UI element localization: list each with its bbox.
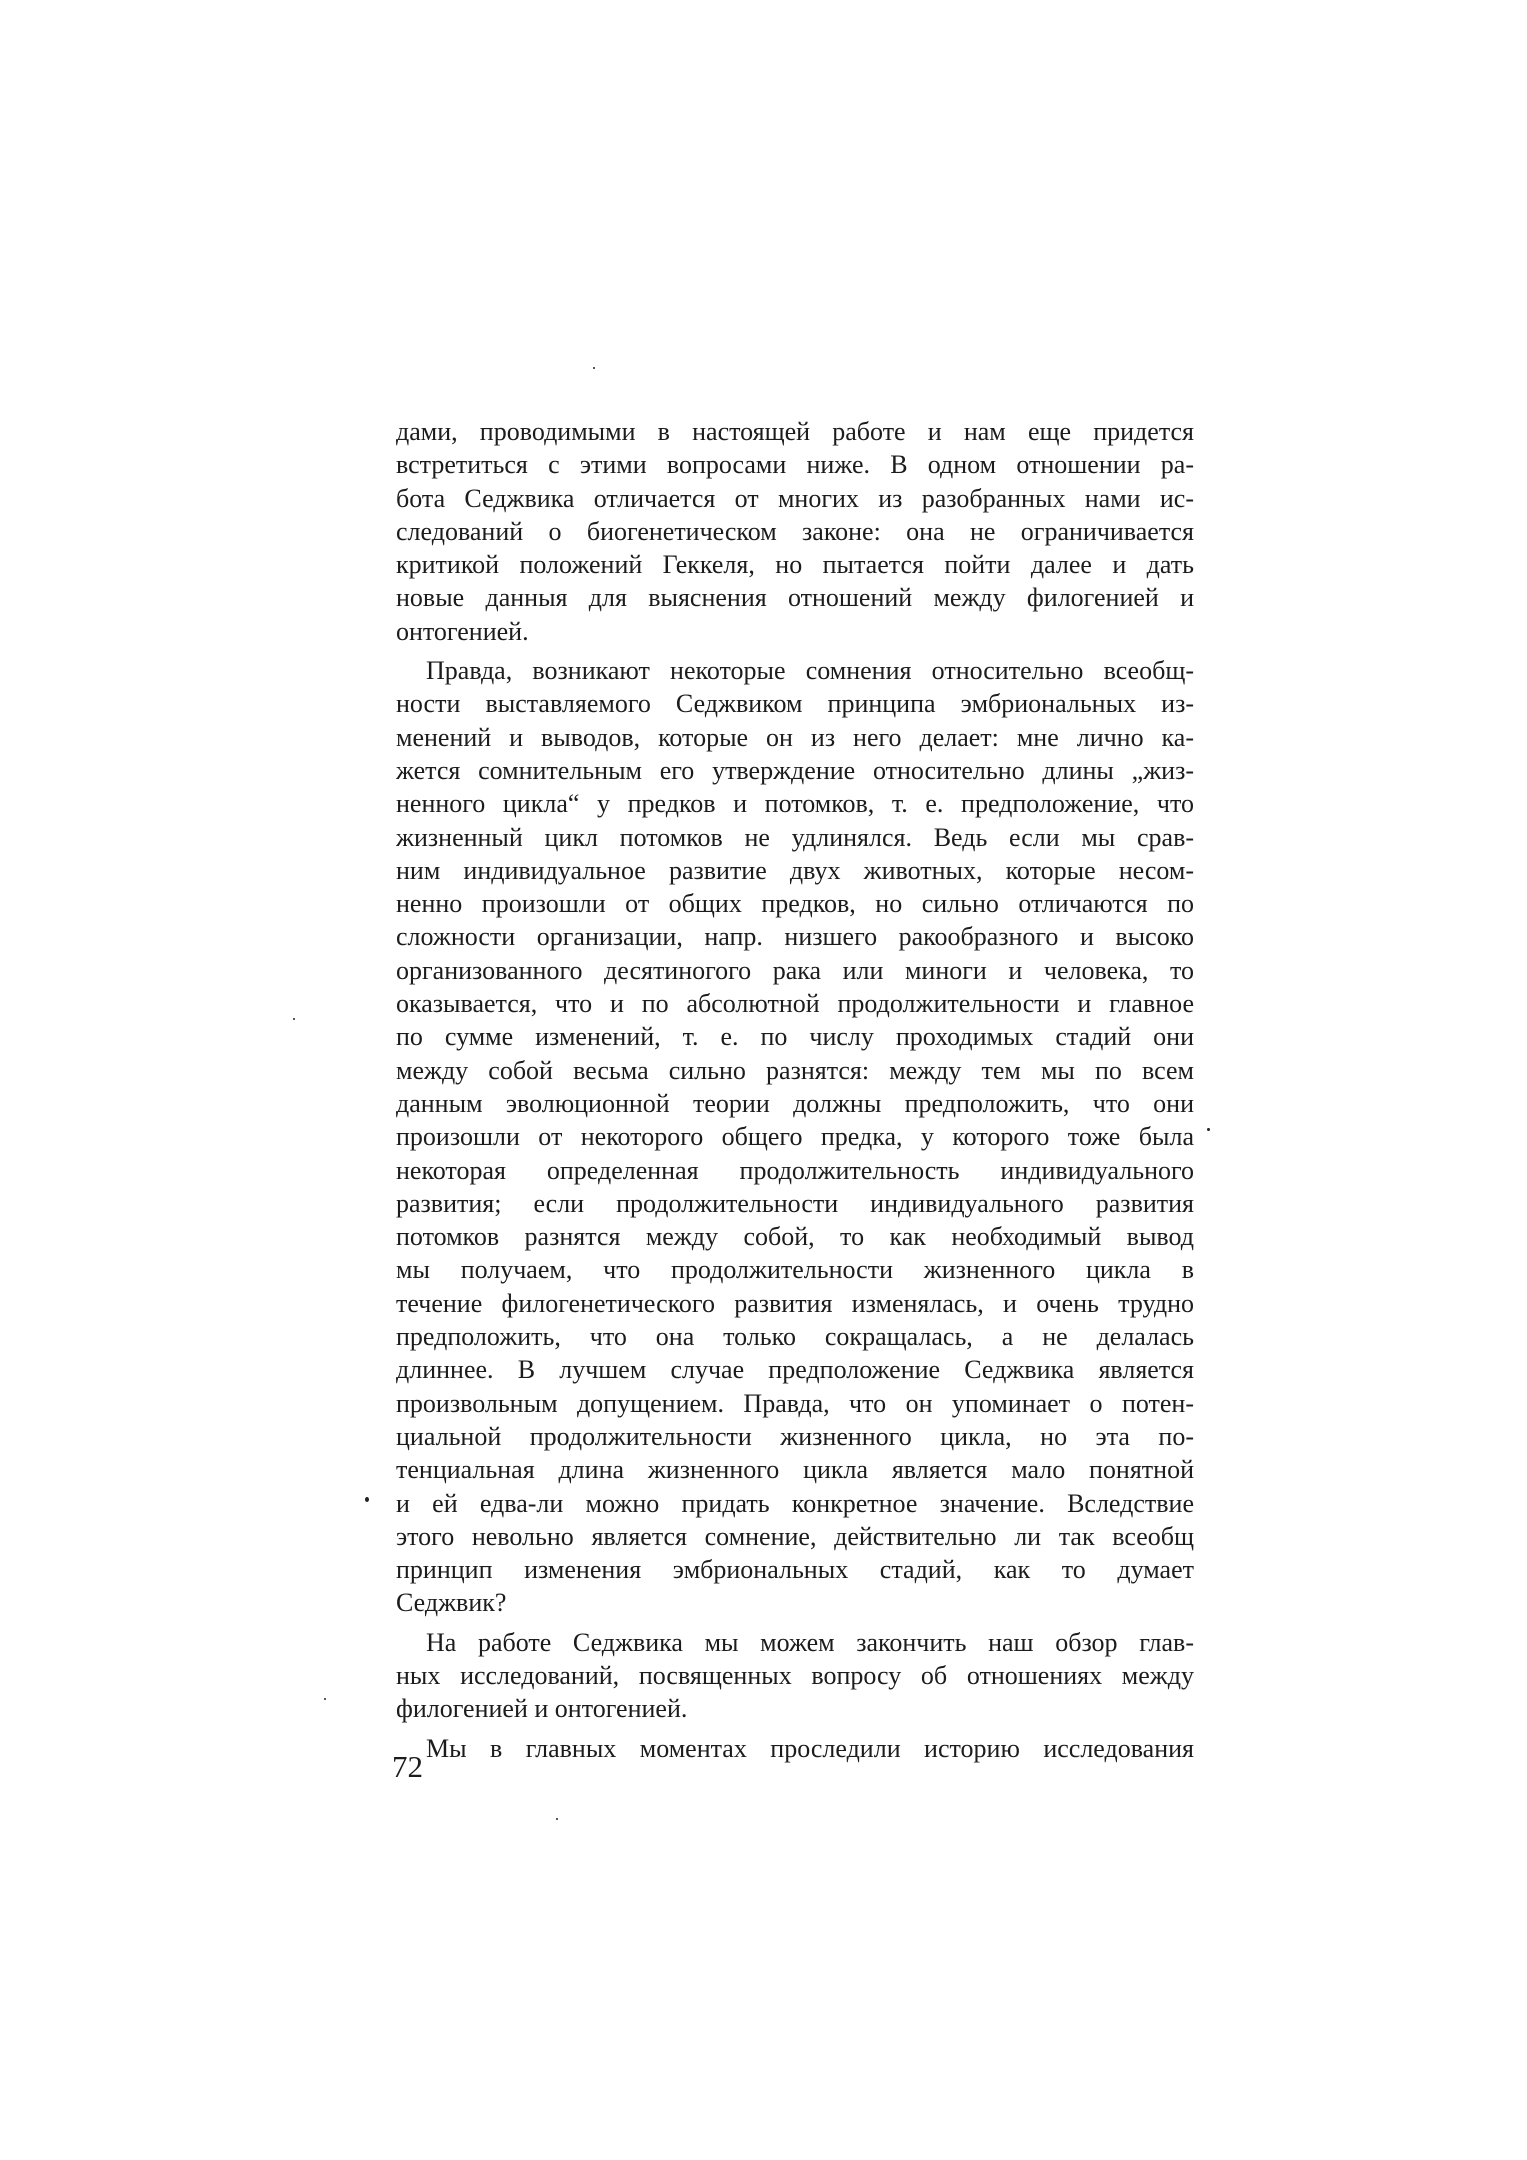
text-line: течение филогенетического развития изменялась, и очень трудно — [396, 1288, 1194, 1318]
text-line: Правда, возникают некоторые сомнения относительно всеобщ- — [426, 656, 1194, 686]
text-line: жется сомнительным его утверждение относительно длины „жиз- — [396, 755, 1194, 785]
text-line: филогенией и онтогенией. — [396, 1694, 688, 1724]
text-line: Седжвик? — [396, 1588, 507, 1618]
scan-speck — [556, 1818, 558, 1820]
text-line: ненно произошли от общих предков, но сильно отличаются по — [396, 889, 1194, 919]
text-line: дами, проводимыми в настоящей работе и нам еще придется — [396, 417, 1194, 446]
text-line: Мы в главных моментах проследили историю исследования — [426, 1733, 1194, 1763]
text-line: принцип изменения эмбриональных стадий, как то думает — [396, 1555, 1194, 1585]
text-line: некоторая определенная продолжительность индивидуального — [396, 1155, 1194, 1185]
paragraph-1 — [396, 415, 1194, 648]
paragraph-2 — [396, 654, 1194, 1620]
page-body-text — [396, 415, 1194, 1765]
text-line: жизненный цикл потомков не удлинялся. Ведь если мы срав- — [396, 822, 1194, 852]
scan-speck — [324, 1698, 326, 1700]
text-line: новые данныя для выяснения отношений между филогенией и — [396, 583, 1194, 613]
text-line: и ей едва-ли можно придать конкретное значение. Вследствие — [396, 1488, 1194, 1518]
page-number: 72 — [392, 1749, 423, 1784]
text-line: развития; если продолжительности индивидуального развития — [396, 1188, 1194, 1218]
text-line: На работе Седжвика мы можем закончить наш обзор глав- — [426, 1627, 1194, 1657]
text-line: мы получаем, что продолжительности жизненного цикла в — [396, 1255, 1194, 1285]
scan-speck — [593, 367, 595, 369]
text-line: данным эволюционной теории должны предположить, что они — [396, 1088, 1194, 1118]
scan-speck — [1207, 1128, 1210, 1131]
text-line: ных исследований, посвященных вопросу об отношениях между — [396, 1660, 1194, 1690]
text-line: предположить, что она только сокращалась, а не делалась — [396, 1322, 1194, 1352]
text-line: этого невольно является сомнение, действительно ли так всеобщ — [396, 1521, 1194, 1551]
text-line: ности выставляемого Седжвиком принципа эмбриональных из- — [396, 689, 1194, 719]
text-line: следований о биогенетическом законе: она не ограничивается — [396, 516, 1194, 546]
text-line: критикой положений Геккеля, но пытается пойти далее и дать — [396, 550, 1194, 580]
text-line: оказывается, что и по абсолютной продолжительности и главное — [396, 989, 1194, 1019]
text-line: менений и выводов, которые он из него делает: мне лично ка- — [396, 722, 1194, 752]
text-line: между собой весьма сильно разнятся: между тем мы по всем — [396, 1055, 1194, 1085]
text-line: онтогенией. — [396, 616, 529, 646]
text-line: сложности организации, напр. низшего ракообразного и высоко — [396, 922, 1194, 952]
text-line: произвольным допущением. Правда, что он упоминает о потен- — [396, 1388, 1194, 1418]
text-line: ним индивидуальное развитие двух животных, которые несом- — [396, 855, 1194, 885]
text-line: встретиться с этими вопросами ниже. В одном отношении ра- — [396, 450, 1194, 480]
text-line: ненного цикла“ у предков и потомков, т. е. предположение, что — [396, 789, 1194, 819]
paragraph-3 — [396, 1626, 1194, 1726]
text-line: тенциальная длина жизненного цикла является мало понятной — [396, 1455, 1194, 1485]
text-line: по сумме изменений, т. е. по числу проходимых стадий они — [396, 1022, 1194, 1052]
scan-speck — [365, 1497, 369, 1502]
text-line: потомков разнятся между собой, то как необходимый вывод — [396, 1222, 1194, 1252]
text-line: длиннее. В лучшем случае предположение Седжвика является — [396, 1355, 1194, 1385]
scan-speck — [293, 1018, 295, 1020]
text-line: произошли от некоторого общего предка, у которого тоже была — [396, 1122, 1194, 1152]
text-line: циальной продолжительности жизненного цикла, но эта по- — [396, 1421, 1194, 1451]
text-line: бота Седжвика отличается от многих из разобранных нами ис- — [396, 483, 1194, 513]
text-line: организованного десятиногого рака или миноги и человека, то — [396, 955, 1194, 985]
paragraph-4 — [396, 1732, 1194, 1765]
